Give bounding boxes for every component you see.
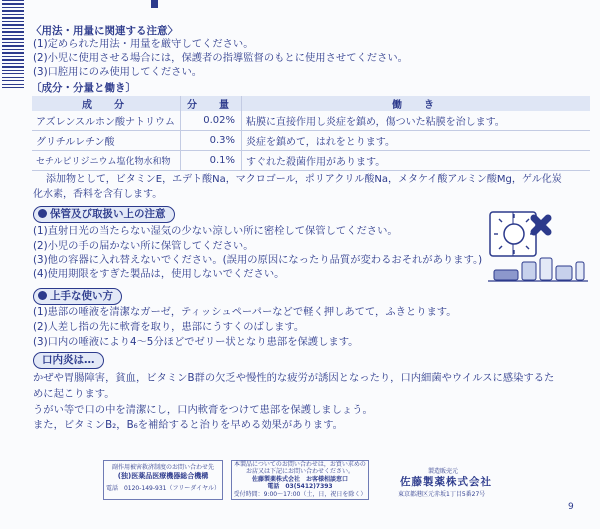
column-header-amount: 分 量	[181, 96, 242, 111]
contact-line: 本製品についてのお問い合わせは，お買い求めの	[234, 461, 366, 468]
ingredient-name: アズレンスルホン酸ナトリウム	[32, 111, 181, 131]
howto-title: 上手な使い方	[50, 290, 113, 302]
storage-item: (2)小児の手の届かない所に保管してください。	[33, 240, 254, 252]
additives-line: 添加物として，ビタミンE，エデト酸Na，マクロゴール，ポリアクリル酸Na，メタケイ酸アルミン酸Mg，ゲル化炭	[46, 174, 562, 185]
howto-item: (3)口内の唾液により4～5分ほどでゼリー状となり患部を保護します。	[33, 336, 359, 348]
relief-system-contact-box	[103, 460, 223, 500]
table-header-row	[32, 96, 590, 111]
stomatitis-title: 口内炎は…	[42, 354, 95, 366]
storage-item: (4)使用期限をすぎた製品は，使用しないでください。	[33, 268, 285, 280]
ingredient-name: セチルピリジニウム塩化物水和物	[32, 151, 181, 171]
stomatitis-line: また，ビタミンB₂，B₆を補給すると治りを早める効果があります。	[33, 419, 343, 431]
relief-phone: 電話 0120-149-931（フリーダイヤル）	[105, 485, 221, 492]
seller-address: 東京都港区元赤坂1丁目5番27号	[398, 491, 486, 498]
usage-note-item: (3)口腔用にのみ使用してください。	[33, 66, 203, 78]
contact-dept: 佐藤製薬株式会社 お客様相談窓口	[251, 475, 348, 483]
storage-title-badge	[33, 206, 175, 223]
stomatitis-line: うがい等で口の中を清潔にし，口内軟膏をつけて患部を保護しましょう。	[33, 404, 373, 416]
contact-hours: 受付時間：9:00～17:00（土，日，祝日を除く）	[233, 490, 367, 498]
contact-line: お店又は下記にお問い合わせください。	[245, 468, 354, 476]
ingredient-effect: すぐれた殺菌作用があります。	[242, 151, 591, 171]
howto-item: (2)人差し指の先に軟膏を取り，患部にうすくのばします。	[33, 321, 305, 333]
usage-note-item: (1)定められた用法・用量を厳守してください。	[33, 38, 254, 50]
seller-label: 製造販売元	[428, 468, 459, 475]
ingredient-effect: 炎症を鎮めて，はれをとります。	[242, 131, 591, 151]
bullet-icon	[38, 291, 47, 300]
usage-note-item: (2)小児に使用させる場合には，保護者の指導監督のもとに使用させてください。	[33, 52, 408, 64]
storage-item: (3)他の容器に入れ替えないでください。(誤用の原因になったり品質が変わるおそれがあります。)	[33, 254, 483, 266]
stomatitis-line: かぜや胃腸障害，貧血，ビタミンB群の欠乏や慢性的な疲労が誘因となったり，口内細菌やウイルスに感染するた	[33, 372, 555, 384]
relief-line: 副作用被害救済制度のお問い合わせ先	[111, 464, 214, 471]
ingredient-effect: 粘膜に直接作用し炎症を鎮め，傷ついた粘膜を治します。	[242, 111, 591, 131]
column-header-ingredient: 成 分	[32, 96, 181, 111]
seller-name: 佐藤製薬株式会社	[400, 476, 492, 488]
page-number: 9	[568, 502, 574, 512]
relief-org: (独)医薬品医療機器総合機構	[117, 472, 209, 480]
customer-contact-box	[231, 460, 369, 500]
storage-item: (1)直射日光の当たらない湿気の少ない涼しい所に密栓して保管してください。	[33, 225, 398, 237]
ingredient-name: グリチルレチン酸	[32, 131, 181, 151]
table-row	[32, 131, 590, 151]
registration-stripes	[0, 0, 24, 100]
bullet-icon	[38, 209, 47, 218]
ingredient-amount: 0.3%	[181, 131, 242, 151]
storage-title: 保管及び取扱い上の注意	[50, 208, 166, 220]
ingredients-table	[32, 96, 590, 171]
usage-notes-title: 〈用法・用量に関連する注意〉	[31, 25, 178, 37]
howto-item: (1)患部の唾液を清潔なガーゼ，ティッシュペーパーなどで軽く押しあてて，ふきとります。	[33, 306, 457, 318]
ingredient-amount: 0.1%	[181, 151, 242, 171]
table-row	[32, 111, 590, 131]
column-header-effect: 働 き	[242, 96, 591, 111]
ingredient-amount: 0.02%	[181, 111, 242, 131]
howto-title-badge	[33, 288, 122, 305]
table-row	[32, 151, 590, 171]
stomatitis-line: めに起こります。	[33, 388, 115, 400]
top-marker	[151, 0, 158, 8]
contact-phone: 電話 03(5412)7393	[267, 483, 333, 491]
stomatitis-title-badge	[33, 352, 104, 369]
additives-line: 化水素，香料を含有します。	[33, 189, 163, 200]
ingredients-title: 〔成分・分量と働き〕	[31, 82, 136, 94]
storage-illustration	[488, 210, 588, 288]
